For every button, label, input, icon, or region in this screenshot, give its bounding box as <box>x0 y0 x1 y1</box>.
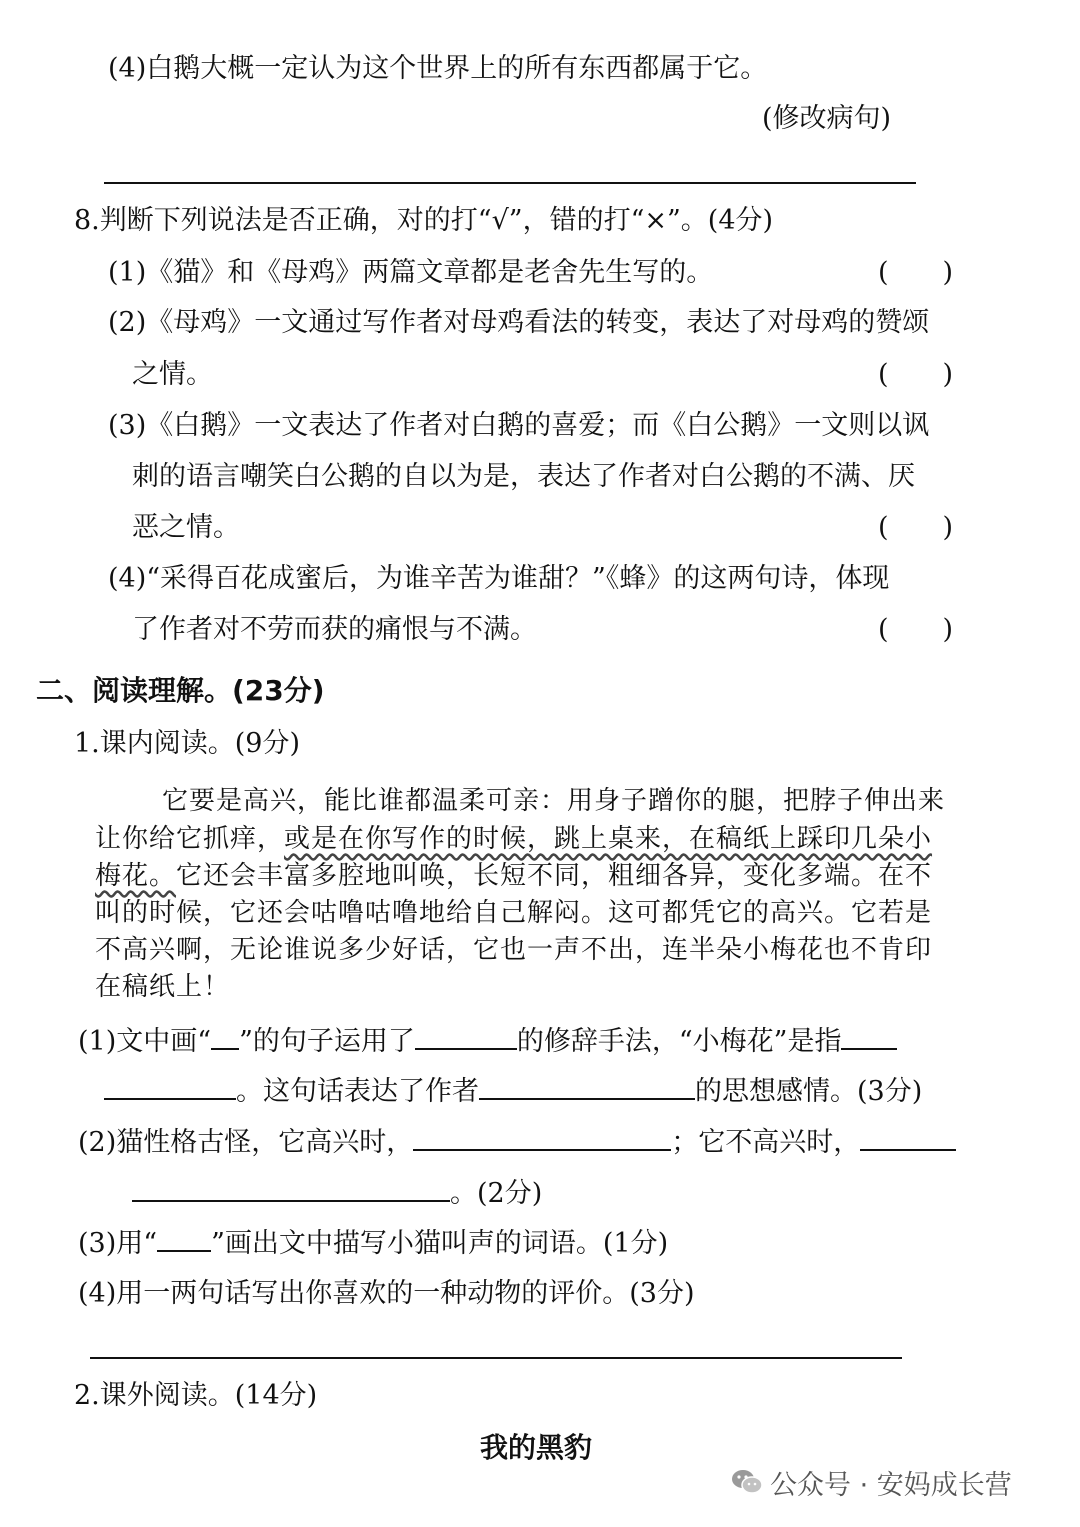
passage-text: 它还会丰富多腔地叫唤，长短不同，粗细各异，变化多端。在不 <box>176 861 933 891</box>
q8-item-4-paren[interactable]: ( ) <box>878 614 954 645</box>
q8-item-4-line-1: (4)“采得百花成蜜后，为谁辛苦为谁甜？”《蜂》的这两句诗，体现 <box>108 563 890 594</box>
question-1-text: 的修辞手法，“小梅花”是指 <box>516 1026 842 1057</box>
q8-item-3-line-3: 恶之情。 <box>132 512 240 543</box>
q8-item-3-line-1: (3)《白鹅》一文表达了作者对白鹅的喜爱；而《白公鹅》一文则以讽 <box>108 410 930 441</box>
answer-blank[interactable] <box>413 1123 671 1151</box>
question-1-line-2 <box>104 1072 922 1111</box>
passage-line-2 <box>95 820 932 858</box>
passage-line-3 <box>95 857 932 895</box>
question-4: (4)用一两句话写出你喜欢的一种动物的评价。(3分) <box>78 1278 695 1309</box>
q8-item-1-paren[interactable]: ( ) <box>878 257 954 288</box>
answer-line <box>104 182 916 184</box>
wechat-icon <box>730 1467 764 1497</box>
question-2-line-2 <box>132 1174 542 1213</box>
question-1-text: 。这句话表达了作者 <box>236 1076 479 1107</box>
q7-hint: (修改病句) <box>762 103 892 134</box>
section-heading: 二、阅读理解。(23分) <box>36 674 325 707</box>
passage-line-6: 在稿纸上！ <box>95 972 231 1002</box>
passage-text: 让你给它抓痒， <box>95 824 285 854</box>
q8-item-2-paren[interactable]: ( ) <box>878 359 954 390</box>
reading-1-title: 1.课内阅读。(9分) <box>74 728 301 759</box>
question-1-line-1 <box>78 1022 897 1061</box>
passage-line-1: 它要是高兴，能比谁都温柔可亲：用身子蹭你的腿，把脖子伸出来 <box>162 786 946 816</box>
article-title: 我的黑豹 <box>480 1431 593 1464</box>
q8-title: 8.判断下列说法是否正确，对的打“√”，错的打“×”。(4分) <box>74 205 774 236</box>
reading-2-title: 2.课外阅读。(14分) <box>74 1380 318 1411</box>
question-3-text: ”画出文中描写小猫叫声的词语。(1分) <box>211 1228 669 1259</box>
passage-line-5: 不高兴啊，无论谁说多少好话，它也一声不出，连半朵小梅花也不肯印 <box>95 935 933 965</box>
question-3-text: (3)用“ <box>78 1228 158 1259</box>
question-2-text: (2)猫性格古怪，它高兴时， <box>78 1127 414 1158</box>
question-2-text: 。(2分) <box>450 1178 543 1209</box>
answer-blank[interactable] <box>479 1072 695 1100</box>
question-2-line-1 <box>78 1123 956 1162</box>
wavy-underlined-sentence: 或是在你写作的时候，跳上桌来，在稿纸上踩印几朵小 <box>284 824 933 854</box>
q7-item-4: (4)白鹅大概一定认为这个世界上的所有东西都属于它。 <box>108 53 768 84</box>
answer-blank[interactable] <box>860 1123 956 1151</box>
answer-blank[interactable] <box>841 1022 897 1050</box>
wavy-underlined-sentence-end: 梅花。 <box>95 861 177 891</box>
q8-item-2-line-2: 之情。 <box>132 359 213 390</box>
q8-item-4-line-2: 了作者对不劳而获的痛恨与不满。 <box>132 614 537 645</box>
q8-item-3-paren[interactable]: ( ) <box>878 512 954 543</box>
question-2-text: ；它不高兴时， <box>671 1127 861 1158</box>
q8-item-2-line-1: (2)《母鸡》一文通过写作者对母鸡看法的转变，表达了对母鸡的赞颂 <box>108 307 930 338</box>
watermark <box>730 1462 1012 1502</box>
watermark-text: 公众号 · 安妈成长营 <box>770 1469 1012 1501</box>
answer-blank[interactable] <box>132 1174 450 1202</box>
answer-blank[interactable] <box>415 1022 517 1050</box>
answer-blank[interactable] <box>104 1072 236 1100</box>
question-1-text: (1)文中画“ <box>78 1026 212 1057</box>
question-1-text: 的思想感情。(3分) <box>695 1076 923 1107</box>
question-3 <box>78 1224 668 1263</box>
underline-marker <box>157 1224 211 1252</box>
wavy-marker-blank <box>211 1022 239 1050</box>
passage-line-4: 叫的时候，它还会咕噜咕噜地给自己解闷。这可都凭它的高兴。它若是 <box>95 898 933 928</box>
question-1-text: ”的句子运用了 <box>239 1026 415 1057</box>
answer-line[interactable] <box>90 1357 902 1359</box>
q8-item-3-line-2: 刺的语言嘲笑白公鹅的自以为是，表达了作者对白公鹅的不满、厌 <box>132 461 915 492</box>
q8-item-1-line-1: (1)《猫》和《母鸡》两篇文章都是老舍先生写的。 <box>108 257 714 288</box>
